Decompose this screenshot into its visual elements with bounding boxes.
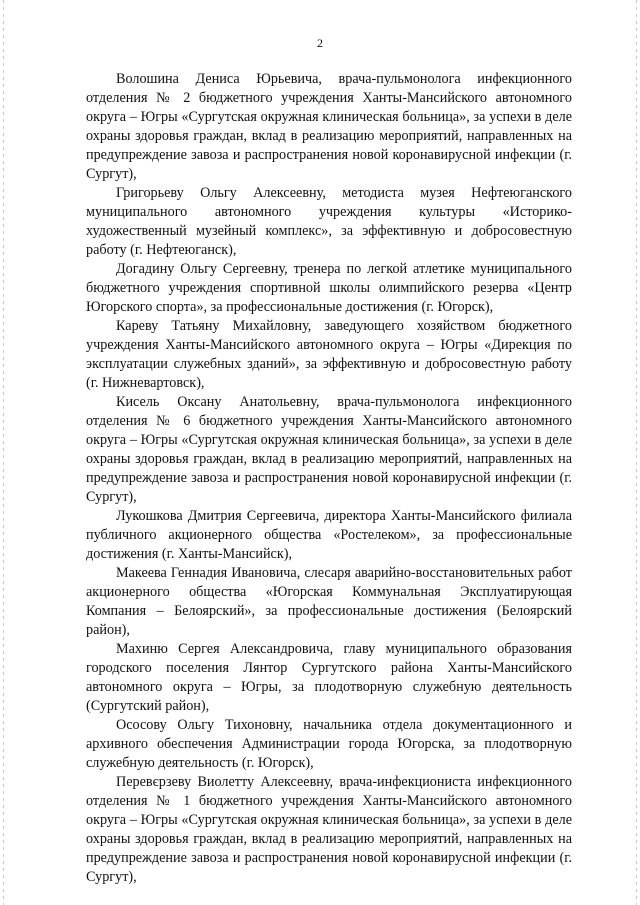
- page-number: 2: [317, 36, 323, 50]
- award-list: [86, 70, 572, 887]
- paragraph-kareva: Кареву Татьяну Михайловну, заведующего хозяйством бюджетного учреждения Ханты-Мансийского автономного округа – Югры «Дирекция по эксплуатации служебных зданий», за эффективную и добросовестную работу (г. Нижневартовск),: [86, 318, 572, 391]
- paragraph-kisel: Кисель Оксану Анатольевну, врача-пульмонолога инфекционного отделения № 6 бюджетного учреждения Ханты-Мансийского автономного округа – Югры «Сургутская окружная клиническая больница», за успехи в деле охраны здоровья граждан, вклад в реализацию мероприятий, направленных на предупреждение завоза и распространения новой коронавирусной инфекции (г. Сургут),: [86, 394, 572, 505]
- scan-edge-left: [3, 0, 4, 905]
- paragraph-makeev: Макеева Геннадия Ивановича, слесаря аварийно-восстановительных работ акционерного общества «Югорская Коммунальная Эксплуатирующая Компания – Белоярский», за профессиональные достижения (Белоярский район),: [86, 565, 572, 638]
- scan-edge-right: [636, 0, 637, 905]
- paragraph-ososova: Ососову Ольгу Тихоновну, начальника отдела документационного и архивного обеспечения Администрации города Югорска, за плодотворную служебную деятельность (г. Югорск),: [86, 717, 572, 771]
- paragraph-voloshin: Волошина Дениса Юрьевича, врача-пульмонолога инфекционного отделения № 2 бюджетного учреждения Ханты-Мансийского автономного округа – Югры «Сургутская окружная клиническая больница», за успехи в деле охраны здоровья граждан, вклад в реализацию мероприятий, направленных на предупреждение завоза и распространения новой коронавирусной инфекции (г. Сургут),: [86, 71, 572, 182]
- paragraph-dogadina: Догадину Ольгу Сергеевну, тренера по легкой атлетике муниципального бюджетного учреждения спортивной школы олимпийского резерва «Центр Югорского спорта», за профессиональные достижения (г. Югорск),: [86, 261, 572, 315]
- paragraph-lukoshkov: Лукошкова Дмитрия Сергеевича, директора Ханты-Мансийского филиала публичного акционерного общества «Ростелеком», за профессиональные достижения (г. Ханты-Мансийск),: [86, 508, 572, 562]
- paragraph-makhinya: Махиню Сергея Александровича, главу муниципального образования городского поселения Лянтор Сургутского района Ханты-Мансийского автономного округа – Югры, за плодотворную служебную деятельность (Сургутский район),: [86, 641, 572, 714]
- paragraph-perevertseva: Перевєрзеву Виолетту Алексеевну, врача-инфекциониста инфекционного отделения № 1 бюджетного учреждения Ханты-Мансийского автономного округа – Югры «Сургутская окружная клиническая больница», за успехи в деле охраны здоровья граждан, вклад в реализацию мероприятий, направленных на предупреждение завоза и распространения новой коронавирусной инфекции (г. Сургут),: [86, 774, 572, 885]
- paragraph-grigoryeva: Григорьеву Ольгу Алексеевну, методиста музея Нефтеюганского муниципального автономного учреждения культуры «Историко-художественный музейный комплекс», за эффективную и добросовестную работу (г. Нефтеюганск),: [86, 185, 572, 258]
